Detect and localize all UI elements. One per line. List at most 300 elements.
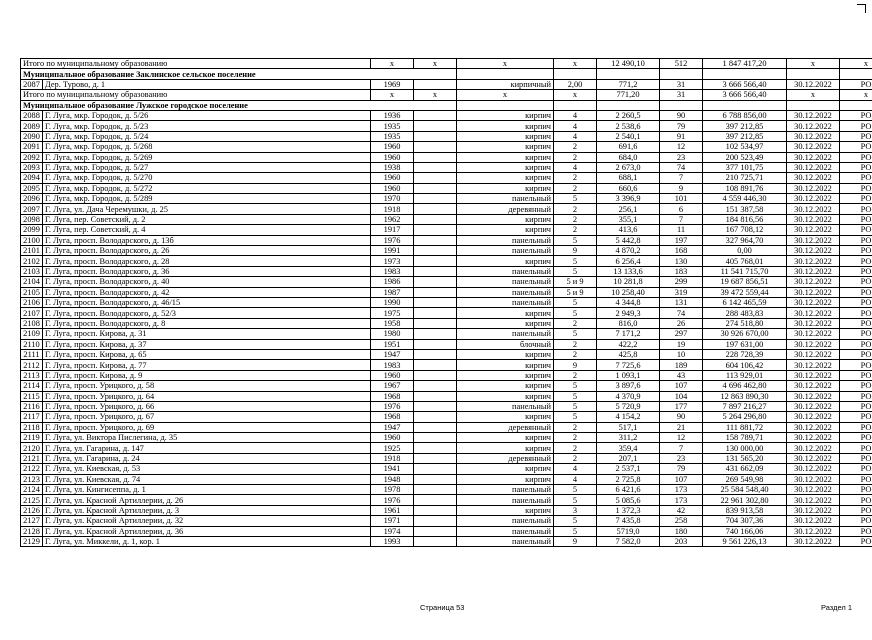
floors-cell: 5 (554, 495, 597, 505)
area-cell: 7 435,8 (597, 516, 660, 526)
row-number-cell: 2121 (21, 453, 43, 463)
floors-cell: 2 (554, 318, 597, 328)
residents-cell: 74 (660, 162, 703, 172)
residents-cell: 10 (660, 349, 703, 359)
material-cell: кирпич (457, 110, 554, 120)
method-cell: РО (840, 297, 872, 307)
table-row (21, 329, 872, 339)
floors-cell: 2 (554, 422, 597, 432)
row-number-cell: 2108 (21, 318, 43, 328)
year-cell: 1983 (371, 360, 414, 370)
table-row (21, 152, 872, 162)
blank-x-cell: х (414, 90, 457, 100)
empty-cell (414, 485, 457, 495)
area-cell: 2 537,1 (597, 464, 660, 474)
date-cell: 30.12.2022 (787, 495, 840, 505)
row-number-cell: 2093 (21, 162, 43, 172)
total-label-cell: Итого по муниципальному образованию (21, 90, 371, 100)
address-cell: Дер. Турово, д. 1 (43, 79, 371, 89)
floors-cell: 9 (554, 360, 597, 370)
residents-cell: 107 (660, 381, 703, 391)
material-cell: кирпич (457, 183, 554, 193)
cost-cell: 4 559 446,30 (703, 194, 787, 204)
floors-cell: 2 (554, 443, 597, 453)
method-cell: РО (840, 401, 872, 411)
floors-cell: 4 (554, 121, 597, 131)
empty-cell (457, 69, 554, 79)
year-cell: 1941 (371, 464, 414, 474)
residents-cell: 168 (660, 246, 703, 256)
method-cell: РО (840, 162, 872, 172)
method-cell: РО (840, 235, 872, 245)
table-row (21, 391, 872, 401)
date-cell: 30.12.2022 (787, 79, 840, 89)
year-cell: 1925 (371, 443, 414, 453)
empty-cell (414, 443, 457, 453)
material-cell: панельный (457, 526, 554, 536)
table-row (21, 142, 872, 152)
residents-cell: 107 (660, 474, 703, 484)
year-cell: 1947 (371, 422, 414, 432)
cost-cell: 19 687 856,51 (703, 277, 787, 287)
row-number-cell: 2120 (21, 443, 43, 453)
address-cell: Г. Луга, мкр. Городок, д. 5/24 (43, 131, 371, 141)
empty-cell (414, 173, 457, 183)
empty-cell (414, 162, 457, 172)
material-cell: кирпич (457, 318, 554, 328)
address-cell: Г. Луга, просп. Володарского, д. 40 (43, 277, 371, 287)
date-cell: 30.12.2022 (787, 204, 840, 214)
table-row (21, 370, 872, 380)
year-cell: 1935 (371, 131, 414, 141)
year-cell: 1958 (371, 318, 414, 328)
date-cell: 30.12.2022 (787, 318, 840, 328)
cost-cell: 102 534,97 (703, 142, 787, 152)
year-cell: 1938 (371, 162, 414, 172)
address-cell: Г. Луга, ул. Гагарина, д. 24 (43, 453, 371, 463)
cost-cell: 30 926 670,00 (703, 329, 787, 339)
material-cell: панельный (457, 287, 554, 297)
row-number-cell: 2097 (21, 204, 43, 214)
floors-cell: х (554, 59, 597, 69)
empty-cell (787, 100, 840, 110)
table-row (21, 381, 872, 391)
method-cell: РО (840, 339, 872, 349)
material-cell: панельный (457, 235, 554, 245)
floors-cell: 5 (554, 194, 597, 204)
table-row (21, 277, 872, 287)
method-cell: РО (840, 433, 872, 443)
area-cell: 10 281,8 (597, 277, 660, 287)
area-cell: 660,6 (597, 183, 660, 193)
date-cell: 30.12.2022 (787, 246, 840, 256)
year-cell: 1936 (371, 110, 414, 120)
address-cell: Г. Луга, просп. Володарского, д. 28 (43, 256, 371, 266)
cost-cell: 1 847 417,20 (703, 59, 787, 69)
date-cell: 30.12.2022 (787, 526, 840, 536)
cost-cell: 397 212,85 (703, 131, 787, 141)
page-number: Страница 53 (420, 603, 465, 612)
total-row (21, 90, 872, 100)
table-row (21, 79, 872, 89)
floors-cell: 5 (554, 329, 597, 339)
floors-cell: 5 (554, 391, 597, 401)
empty-cell (414, 194, 457, 204)
area-cell: 2 949,3 (597, 308, 660, 318)
cost-cell: 158 789,71 (703, 433, 787, 443)
date-cell: 30.12.2022 (787, 142, 840, 152)
cost-cell: 228 728,39 (703, 349, 787, 359)
address-cell: Г. Луга, просп. Володарского, д. 8 (43, 318, 371, 328)
floors-cell: 2 (554, 173, 597, 183)
residents-cell: 173 (660, 495, 703, 505)
residents-cell: 173 (660, 485, 703, 495)
address-cell: Г. Луга, просп. Урицкого, д. 69 (43, 422, 371, 432)
method-cell: РО (840, 287, 872, 297)
address-cell: Г. Луга, просп. Кирова, д. 9 (43, 370, 371, 380)
date-cell: 30.12.2022 (787, 381, 840, 391)
table-row (21, 526, 872, 536)
cost-cell: 113 929,01 (703, 370, 787, 380)
empty-cell (414, 453, 457, 463)
empty-cell (703, 100, 787, 110)
date-cell: 30.12.2022 (787, 214, 840, 224)
table-row (21, 214, 872, 224)
year-cell: 1960 (371, 370, 414, 380)
empty-cell (554, 69, 597, 79)
material-cell: панельный (457, 246, 554, 256)
residents-cell: 90 (660, 110, 703, 120)
cost-cell: 25 584 548,40 (703, 485, 787, 495)
method-cell: х (840, 59, 872, 69)
method-cell: РО (840, 183, 872, 193)
date-cell: 30.12.2022 (787, 505, 840, 515)
section-label: Раздел 1 (820, 603, 852, 612)
empty-cell (660, 100, 703, 110)
row-number-cell: 2095 (21, 183, 43, 193)
year-cell: 1961 (371, 505, 414, 515)
year-cell: 1960 (371, 152, 414, 162)
area-cell: 413,6 (597, 225, 660, 235)
method-cell: РО (840, 79, 872, 89)
floors-cell: 2 (554, 453, 597, 463)
empty-cell (414, 266, 457, 276)
address-cell: Г. Луга, ул. Красной Артиллерии, д. 3 (43, 505, 371, 515)
date-cell: 30.12.2022 (787, 536, 840, 546)
row-number-cell: 2113 (21, 370, 43, 380)
area-cell: 2 260,5 (597, 110, 660, 120)
method-cell: РО (840, 474, 872, 484)
table-row (21, 505, 872, 515)
address-cell: Г. Луга, просп. Володарского, д. 42 (43, 287, 371, 297)
cost-cell: 9 561 226,13 (703, 536, 787, 546)
year-cell: 1918 (371, 204, 414, 214)
row-number-cell: 2089 (21, 121, 43, 131)
date-cell: 30.12.2022 (787, 433, 840, 443)
area-cell: 7 582,0 (597, 536, 660, 546)
floors-cell: 5 (554, 381, 597, 391)
year-cell: 1990 (371, 297, 414, 307)
address-cell: Г. Луга, мкр. Городок, д. 5/27 (43, 162, 371, 172)
date-cell: 30.12.2022 (787, 453, 840, 463)
area-cell: 3 897,6 (597, 381, 660, 391)
cost-cell: 197 631,00 (703, 339, 787, 349)
empty-cell (414, 370, 457, 380)
date-cell: 30.12.2022 (787, 173, 840, 183)
cost-cell: 6 142 465,59 (703, 297, 787, 307)
empty-cell (414, 495, 457, 505)
table-row (21, 474, 872, 484)
table-row (21, 516, 872, 526)
row-number-cell: 2122 (21, 464, 43, 474)
area-cell: 5719,0 (597, 526, 660, 536)
empty-cell (554, 100, 597, 110)
year-cell: 1960 (371, 173, 414, 183)
empty-cell (414, 329, 457, 339)
address-cell: Г. Луга, мкр. Городок, д. 5/270 (43, 173, 371, 183)
address-cell: Г. Луга, ул. Гагарина, д. 147 (43, 443, 371, 453)
year-cell: 1967 (371, 381, 414, 391)
material-cell: панельный (457, 266, 554, 276)
floors-cell: 2 (554, 225, 597, 235)
row-number-cell: 2117 (21, 412, 43, 422)
year-cell: 1970 (371, 194, 414, 204)
row-number-cell: 2116 (21, 401, 43, 411)
row-number-cell: 2119 (21, 433, 43, 443)
address-cell: Г. Луга, просп. Кирова, д. 37 (43, 339, 371, 349)
floors-cell: 2 (554, 370, 597, 380)
row-number-cell: 2105 (21, 287, 43, 297)
table-row (21, 433, 872, 443)
method-cell: РО (840, 516, 872, 526)
floors-cell: 2 (554, 204, 597, 214)
address-cell: Г. Луга, просп. Урицкого, д. 67 (43, 412, 371, 422)
empty-cell (414, 381, 457, 391)
residents-cell: 183 (660, 266, 703, 276)
address-cell: Г. Луга, мкр. Городок, д. 5/23 (43, 121, 371, 131)
year-cell: 1983 (371, 266, 414, 276)
cost-cell: 3 666 566,40 (703, 90, 787, 100)
empty-cell (414, 121, 457, 131)
cost-cell: 377 101,75 (703, 162, 787, 172)
row-number-cell: 2126 (21, 505, 43, 515)
residents-cell: 43 (660, 370, 703, 380)
row-number-cell: 2091 (21, 142, 43, 152)
section-title-cell: Муниципальное образование Заклинское сельское поселение (21, 69, 457, 79)
address-cell: Г. Луга, ул. Виктора Пислегина, д. 35 (43, 433, 371, 443)
address-cell: Г. Луга, мкр. Городок, д. 5/26 (43, 110, 371, 120)
cost-cell: 604 106,42 (703, 360, 787, 370)
date-cell: 30.12.2022 (787, 162, 840, 172)
year-cell: 1968 (371, 412, 414, 422)
year-cell: 1935 (371, 121, 414, 131)
material-cell: кирпич (457, 152, 554, 162)
empty-cell (414, 142, 457, 152)
area-cell: 2 673,0 (597, 162, 660, 172)
method-cell: РО (840, 422, 872, 432)
material-cell: кирпич (457, 162, 554, 172)
material-cell: кирпич (457, 225, 554, 235)
date-cell: 30.12.2022 (787, 297, 840, 307)
cost-cell: 200 523,49 (703, 152, 787, 162)
method-cell: РО (840, 225, 872, 235)
material-cell: панельный (457, 516, 554, 526)
area-cell: 1 372,3 (597, 505, 660, 515)
row-number-cell: 2125 (21, 495, 43, 505)
empty-cell (414, 297, 457, 307)
empty-cell (414, 391, 457, 401)
table-row (21, 173, 872, 183)
empty-cell (414, 360, 457, 370)
area-cell: 4 370,9 (597, 391, 660, 401)
floors-cell: 2,00 (554, 79, 597, 89)
date-cell: 30.12.2022 (787, 121, 840, 131)
floors-cell: 5 и 9 (554, 287, 597, 297)
empty-cell (840, 100, 872, 110)
material-cell: кирпич (457, 121, 554, 131)
method-cell: РО (840, 214, 872, 224)
empty-cell (414, 526, 457, 536)
row-number-cell: 2098 (21, 214, 43, 224)
date-cell: 30.12.2022 (787, 474, 840, 484)
floors-cell: 2 (554, 214, 597, 224)
residents-cell: 31 (660, 79, 703, 89)
residents-cell: 197 (660, 235, 703, 245)
table-row (21, 246, 872, 256)
method-cell: РО (840, 152, 872, 162)
area-cell: 691,6 (597, 142, 660, 152)
date-cell: 30.12.2022 (787, 287, 840, 297)
area-cell: 688,1 (597, 173, 660, 183)
cost-cell: 22 961 302,80 (703, 495, 787, 505)
cost-cell: 288 483,83 (703, 308, 787, 318)
date-cell: х (787, 90, 840, 100)
material-cell: кирпич (457, 349, 554, 359)
date-cell: 30.12.2022 (787, 349, 840, 359)
address-cell: Г. Луга, ул. Кингисеппа, д. 1 (43, 485, 371, 495)
material-cell: деревянный (457, 422, 554, 432)
row-number-cell: 2087 (21, 79, 43, 89)
method-cell: РО (840, 204, 872, 214)
table-row (21, 485, 872, 495)
area-cell: 207,1 (597, 453, 660, 463)
floors-cell: 2 (554, 183, 597, 193)
area-cell: 771,2 (597, 79, 660, 89)
empty-cell (414, 464, 457, 474)
empty-cell (414, 131, 457, 141)
table-row (21, 349, 872, 359)
empty-cell (414, 318, 457, 328)
address-cell: Г. Луга, просп. Урицкого, д. 66 (43, 401, 371, 411)
method-cell: РО (840, 505, 872, 515)
table-row (21, 401, 872, 411)
area-cell: 2 540,1 (597, 131, 660, 141)
area-cell: 425,8 (597, 349, 660, 359)
date-cell: 30.12.2022 (787, 485, 840, 495)
area-cell: 5 720,9 (597, 401, 660, 411)
method-cell: РО (840, 370, 872, 380)
address-cell: Г. Луга, просп. Володарского, д. 13б (43, 235, 371, 245)
row-number-cell: 2110 (21, 339, 43, 349)
floors-cell: 5 (554, 297, 597, 307)
empty-cell (414, 412, 457, 422)
empty-cell (660, 69, 703, 79)
table-row (21, 204, 872, 214)
date-cell: 30.12.2022 (787, 391, 840, 401)
method-cell: РО (840, 536, 872, 546)
material-cell: панельный (457, 329, 554, 339)
material-cell: панельный (457, 485, 554, 495)
cost-cell: 210 725,71 (703, 173, 787, 183)
floors-cell: 5 (554, 235, 597, 245)
residents-cell: 130 (660, 256, 703, 266)
area-cell: 6 256,4 (597, 256, 660, 266)
floors-cell: 3 (554, 505, 597, 515)
empty-cell (840, 69, 872, 79)
table-row (21, 162, 872, 172)
cost-cell: 4 696 462,80 (703, 381, 787, 391)
method-cell: РО (840, 495, 872, 505)
year-cell: 1969 (371, 79, 414, 89)
area-cell: 422,2 (597, 339, 660, 349)
cost-cell: 39 472 559,44 (703, 287, 787, 297)
residents-cell: 74 (660, 308, 703, 318)
address-cell: Г. Луга, ул. Красной Артиллерии, д. 32 (43, 516, 371, 526)
area-cell: 256,1 (597, 204, 660, 214)
residents-cell: 11 (660, 225, 703, 235)
year-cell: 1987 (371, 287, 414, 297)
method-cell: РО (840, 121, 872, 131)
empty-cell (597, 69, 660, 79)
row-number-cell: 2104 (21, 277, 43, 287)
residents-cell: 131 (660, 297, 703, 307)
row-number-cell: 2115 (21, 391, 43, 401)
address-cell: Г. Луга, просп. Кирова, д. 31 (43, 329, 371, 339)
empty-cell (703, 69, 787, 79)
address-cell: Г. Луга, ул. Дача Черемушки, д. 25 (43, 204, 371, 214)
table-row (21, 194, 872, 204)
year-cell: 1917 (371, 225, 414, 235)
year-cell: 1975 (371, 308, 414, 318)
address-cell: Г. Луга, ул. Миккели, д. 1, кор. 1 (43, 536, 371, 546)
empty-cell (414, 235, 457, 245)
empty-cell (414, 152, 457, 162)
method-cell: РО (840, 412, 872, 422)
total-row (21, 59, 872, 69)
table-row (21, 422, 872, 432)
material-cell: кирпич (457, 370, 554, 380)
date-cell: 30.12.2022 (787, 235, 840, 245)
material-cell: панельный (457, 536, 554, 546)
empty-cell (414, 79, 457, 89)
empty-cell (414, 308, 457, 318)
residents-cell: 7 (660, 214, 703, 224)
empty-cell (414, 474, 457, 484)
address-cell: Г. Луга, мкр. Городок, д. 5/289 (43, 194, 371, 204)
year-cell: 1947 (371, 349, 414, 359)
residents-cell: 512 (660, 59, 703, 69)
date-cell: 30.12.2022 (787, 329, 840, 339)
residents-cell: 23 (660, 152, 703, 162)
residents-cell: 180 (660, 526, 703, 536)
date-cell: 30.12.2022 (787, 266, 840, 276)
address-cell: Г. Луга, просп. Урицкого, д. 64 (43, 391, 371, 401)
material-cell: х (457, 59, 554, 69)
table-row (21, 183, 872, 193)
table-row (21, 495, 872, 505)
year-cell: 1962 (371, 214, 414, 224)
table-row (21, 110, 872, 120)
